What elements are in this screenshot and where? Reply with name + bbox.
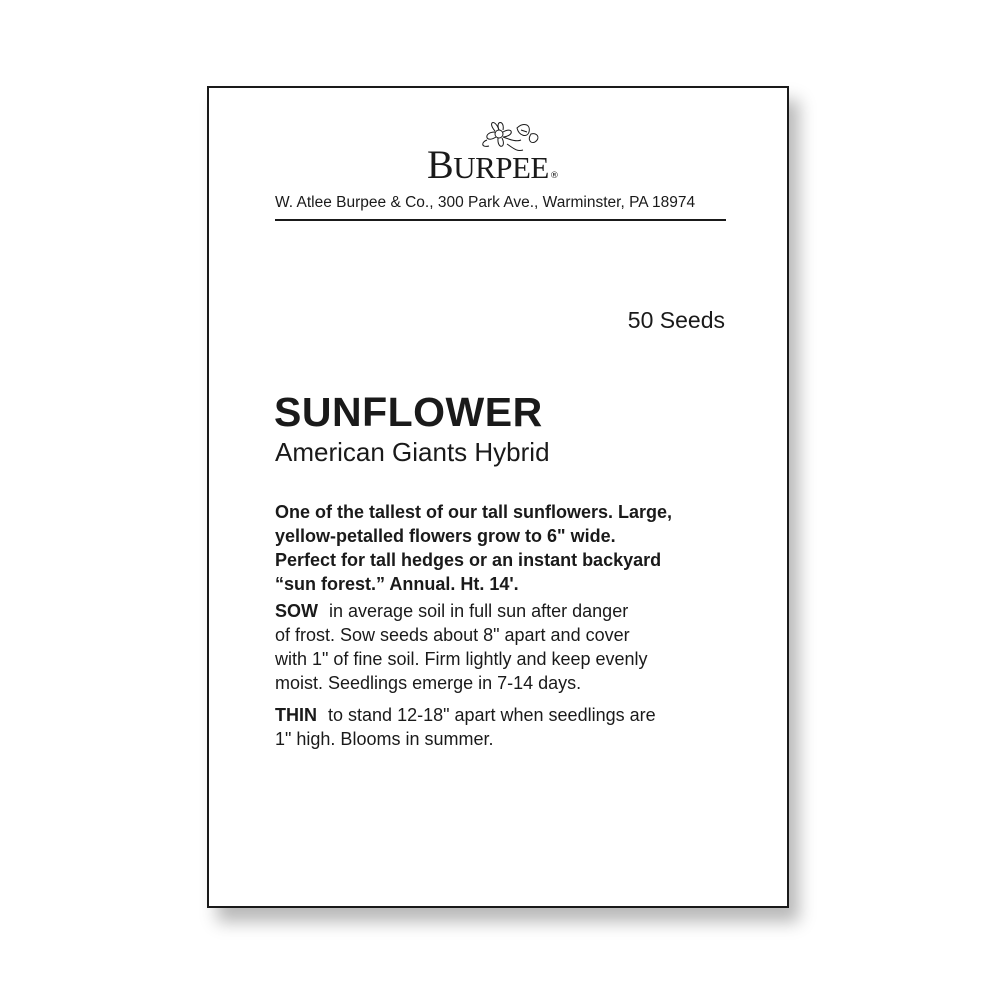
description	[275, 500, 745, 596]
variety-name: American Giants Hybrid	[275, 437, 550, 467]
brand-initial: B	[427, 142, 454, 187]
brand-rest: URPEE	[453, 150, 549, 185]
burpee-logo	[427, 118, 587, 188]
description-line: “sun forest.” Annual. Ht. 14'.	[275, 574, 519, 594]
sow-instructions	[275, 599, 745, 695]
company-address: W. Atlee Burpee & Co., 300 Park Ave., Warminster, PA 18974	[275, 194, 696, 211]
registered-mark: ®	[549, 171, 559, 181]
description-line: One of the tallest of our tall sunflowers. Large,	[275, 502, 673, 522]
sow-line: of frost. Sow seeds about 8" apart and cover	[275, 625, 630, 645]
thin-instructions	[275, 703, 745, 751]
plant-title: SUNFLOWER	[274, 389, 543, 435]
header-divider	[275, 219, 726, 221]
brand-name	[427, 141, 558, 188]
thin-line: 1" high. Blooms in summer.	[275, 729, 494, 749]
sow-line: moist. Seedlings emerge in 7-14 days.	[275, 673, 582, 693]
sow-line: with 1" of fine soil. Firm lightly and keep evenly	[275, 649, 648, 669]
seed-packet	[207, 86, 789, 908]
sow-line: in average soil in full sun after danger	[329, 601, 629, 621]
thin-keyword: THIN	[275, 705, 317, 725]
sow-keyword: SOW	[275, 601, 318, 621]
description-line: yellow-petalled flowers grow to 6" wide.	[275, 526, 616, 546]
thin-line: to stand 12-18" apart when seedlings are	[328, 705, 656, 725]
description-line: Perfect for tall hedges or an instant backyard	[275, 550, 662, 570]
seed-count: 50 Seeds	[627, 307, 725, 333]
